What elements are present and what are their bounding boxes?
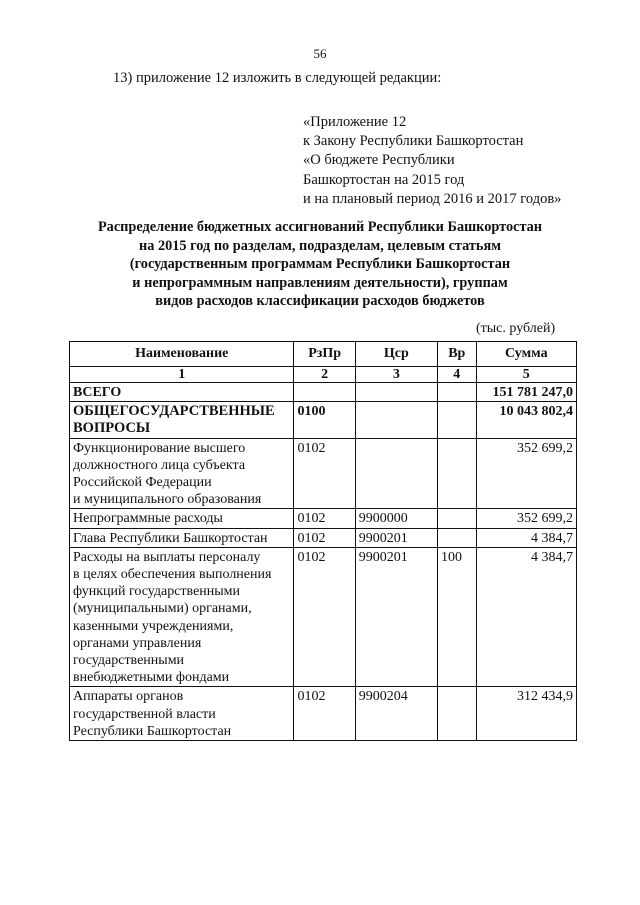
table-row (70, 438, 577, 509)
table-row (70, 528, 577, 547)
column-number-row (70, 367, 577, 383)
table-header-row (70, 342, 577, 367)
row-csr (355, 383, 437, 402)
column-number: 2 (294, 367, 355, 383)
table-row (70, 383, 577, 402)
appendix-line: и на плановый период 2016 и 2017 годов» (303, 190, 562, 207)
heading-line: на 2015 год по разделам, подразделам, целевым статьям (139, 237, 501, 254)
heading-line: Распределение бюджетных ассигнований Республики Башкортостан (97, 219, 543, 235)
row-csr: 9900201 (355, 547, 437, 687)
document-heading (70, 218, 570, 311)
row-csr: 9900204 (355, 687, 437, 741)
row-rzpr: 0102 (294, 528, 355, 547)
table-row (70, 509, 577, 528)
header-name: Наименование (70, 342, 294, 367)
row-sum: 352 699,2 (476, 509, 576, 528)
row-rzpr (294, 383, 355, 402)
row-rzpr: 0102 (294, 547, 355, 687)
row-vr (437, 528, 476, 547)
header-rzpr: РзПр (294, 342, 355, 367)
row-csr (355, 402, 437, 438)
row-name: Аппараты органов государственной власти Республики Башкортостан (70, 687, 294, 741)
row-name: ОБЩЕГОСУДАРСТВЕННЫЕ ВОПРОСЫ (70, 402, 294, 438)
page-number: 56 (313, 46, 327, 61)
column-number: 5 (476, 367, 576, 383)
heading-line: видов расходов классификации расходов бюджетов (155, 293, 485, 310)
heading-line: и непрограммным направлениям деятельности), группам (132, 274, 508, 291)
row-csr: 9900000 (355, 509, 437, 528)
row-name: Непрограммные расходы (70, 509, 294, 528)
row-sum: 10 043 802,4 (476, 402, 576, 438)
row-sum: 151 781 247,0 (476, 383, 576, 402)
row-vr (437, 509, 476, 528)
row-sum: 312 434,9 (476, 687, 576, 741)
column-number: 3 (355, 367, 437, 383)
row-sum: 4 384,7 (476, 547, 576, 687)
column-number: 1 (70, 367, 294, 383)
row-vr: 100 (437, 547, 476, 687)
row-name: ВСЕГО (70, 383, 294, 402)
intro-text: 13) приложение 12 изложить в следующей редакции: (113, 70, 442, 86)
row-rzpr: 0102 (294, 509, 355, 528)
budget-table (69, 341, 577, 741)
row-vr (437, 383, 476, 402)
row-sum: 352 699,2 (476, 438, 576, 509)
heading-line: (государственным программам Республики Башкортостан (129, 256, 511, 273)
row-vr (437, 402, 476, 438)
row-csr: 9900201 (355, 528, 437, 547)
row-name: Расходы на выплаты персоналу в целях обеспечения выполнения функций государственными (муниципальными) органами, казенными учреждениями, органами управления государственными внебюджетными фондами (70, 547, 294, 687)
header-vr: Вр (437, 342, 476, 367)
row-vr (437, 438, 476, 509)
row-rzpr: 0102 (294, 438, 355, 509)
row-name: Глава Республики Башкортостан (70, 528, 294, 547)
table-row (70, 547, 577, 687)
column-number: 4 (437, 367, 476, 383)
row-csr (355, 438, 437, 509)
header-csr: Цср (355, 342, 437, 367)
appendix-line: Башкортостан на 2015 год (303, 171, 465, 188)
row-sum: 4 384,7 (476, 528, 576, 547)
header-sum: Сумма (476, 342, 576, 367)
row-vr (437, 687, 476, 741)
appendix-reference (303, 113, 561, 209)
row-rzpr: 0102 (294, 687, 355, 741)
table-row (70, 687, 577, 741)
row-name: Функционирование высшего должностного лица субъекта Российской Федерации и муниципального образования (70, 438, 294, 509)
row-rzpr: 0100 (294, 402, 355, 438)
appendix-line: «Приложение 12 (303, 114, 407, 130)
table-row (70, 402, 577, 438)
appendix-line: к Закону Республики Башкортостан (303, 133, 524, 150)
appendix-line: «О бюджете Республики (303, 152, 455, 169)
units-label: (тыс. рублей) (476, 321, 556, 336)
